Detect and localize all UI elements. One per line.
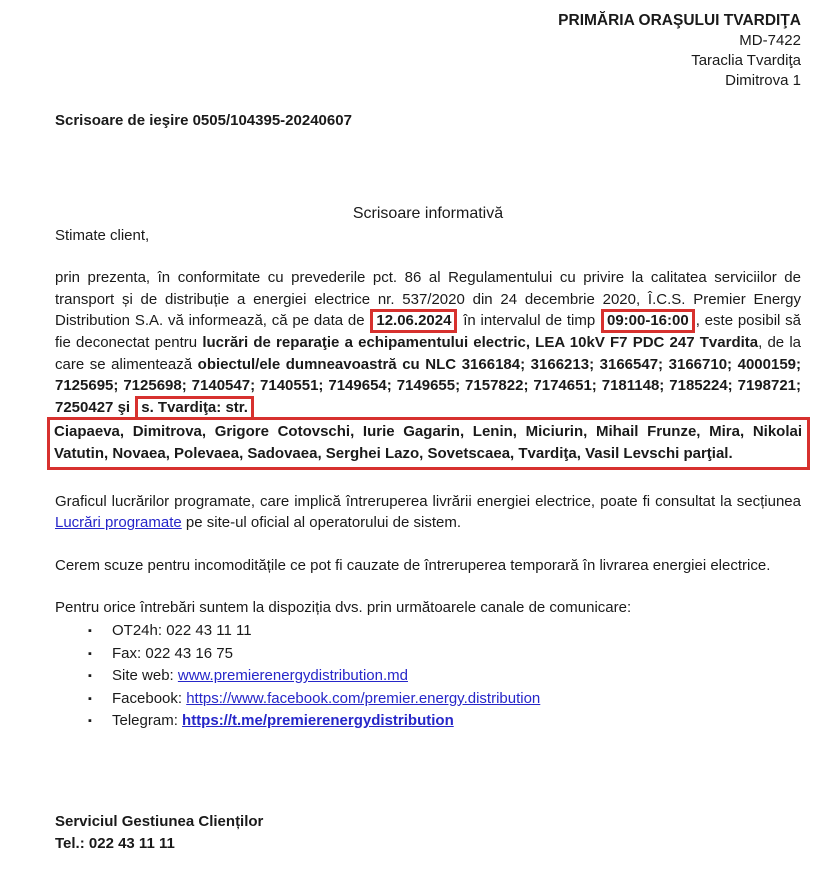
signature-block [55,811,801,855]
affected-streets-annotation-box [47,417,810,469]
square-bullet-icon: ▪ [88,670,92,683]
outgoing-letter-number: Scrisoare de ieşire 0505/104395-20240607 [55,112,352,129]
contact-item-facebook [55,688,801,711]
facebook-link[interactable]: https://www.facebook.com/premier.energy.distribution [186,689,541,707]
recipient-locality: Taraclia Tvardiţa [691,52,801,69]
outage-time-interval: 09:00-16:00 [601,309,695,333]
contact-label: Facebook: [112,689,183,707]
outage-date: 12.06.2024 [370,309,457,333]
affected-village-label: s. Tvardiţa: str. [135,396,254,420]
works-description: lucrări de reparaţie a echipamentului electric, LEA 10kV F7 PDC 247 Tvardita [202,333,759,351]
telegram-link[interactable]: https://t.me/premierenergydistribution [182,712,454,730]
contact-intro: Pentru orice întrebări suntem la dispoziția dvs. prin următoarele canale de comunicare: [55,599,632,617]
letterhead [55,11,801,91]
square-bullet-icon: ▪ [88,624,92,637]
contact-item-fax [55,643,801,666]
contact-label: Site web: [112,667,174,685]
interval-connector: în intervalul de timp [458,312,600,330]
recipient-postcode: MD-7422 [739,32,801,49]
contact-label: OT24h: [112,621,163,639]
affected-streets-list: Ciapaeva, Dimitrova, Grigore Cotovschi, Iurie Gagarin, Lenin, Miciurin, Mihail Frunze, Mira, Nikolai Vatutin, Novaea, Polevaea, Sadovaea, Serghei Lazo, Sovetscaea, Tvardiţa, Vasil Levschi parţial. [54,423,802,462]
schedule-outro: pe site-ul oficial al operatorului de sistem. [181,514,462,532]
contact-label: Telegram: [112,712,178,730]
scheduled-works-link[interactable]: Lucrări programate [55,514,182,532]
site-web-link[interactable]: www.premierenergydistribution.md [177,667,408,685]
square-bullet-icon: ▪ [88,715,92,728]
square-bullet-icon: ▪ [88,647,92,660]
schedule-intro: Graficul lucrărilor programate, care implică întreruperea livrării energiei electrice, poate fi consultat la secțiunea [55,492,801,510]
department-name: Serviciul Gestiunea Clienților [55,812,264,830]
contact-item-telegram [55,710,801,733]
contact-value: 022 43 16 75 [145,644,233,662]
supply-connector: , de la care se alimentează [55,333,801,373]
disconnect-reason-intro: , este posibil să fie deconectat pentru [55,312,801,351]
contact-item-siteweb [55,665,801,688]
contact-label: Fax: [112,644,142,662]
recipient-street: Dimitrova 1 [725,72,801,89]
nlc-list: obiectul/ele dumneavoastră cu NLC 3166184; 3166213; 3166547; 3166710; 4000159; 7125695; 7125698; 7140547; 7140551; 7149654; 7149655; 7157822; 7174651; 7181148; 7185224; 7198721; 7250427 şi [55,355,801,416]
contact-item-ot24h [55,620,801,643]
schedule-paragraph [55,491,801,534]
outage-notice-paragraph [55,267,801,418]
department-phone: Tel.: 022 43 11 11 [55,834,175,852]
contact-value: 022 43 11 11 [166,621,252,639]
recipient-organization: PRIMĂRIA ORAŞULUI TVARDIŢA [558,12,801,29]
apology-paragraph: Cerem scuze pentru incomoditățile ce pot fi cauzate de întreruperea temporară în livrarea energiei electrice. [55,556,771,574]
salutation: Stimate client, [55,226,150,244]
regulation-intro: prin prezenta, în conformitate cu prevederile pct. 86 al Regulamentului cu privire la calitatea serviciilor de transport și de distribuție a energiei electrice nr. 537/2020 din 24 decembrie 2020, Î.C.S. Premier Energy Distribution S.A. vă informează, că pe data de [55,269,801,330]
letter-title: Scrisoare informativă [352,205,504,222]
contact-channels-list [55,620,801,733]
square-bullet-icon: ▪ [88,692,92,705]
